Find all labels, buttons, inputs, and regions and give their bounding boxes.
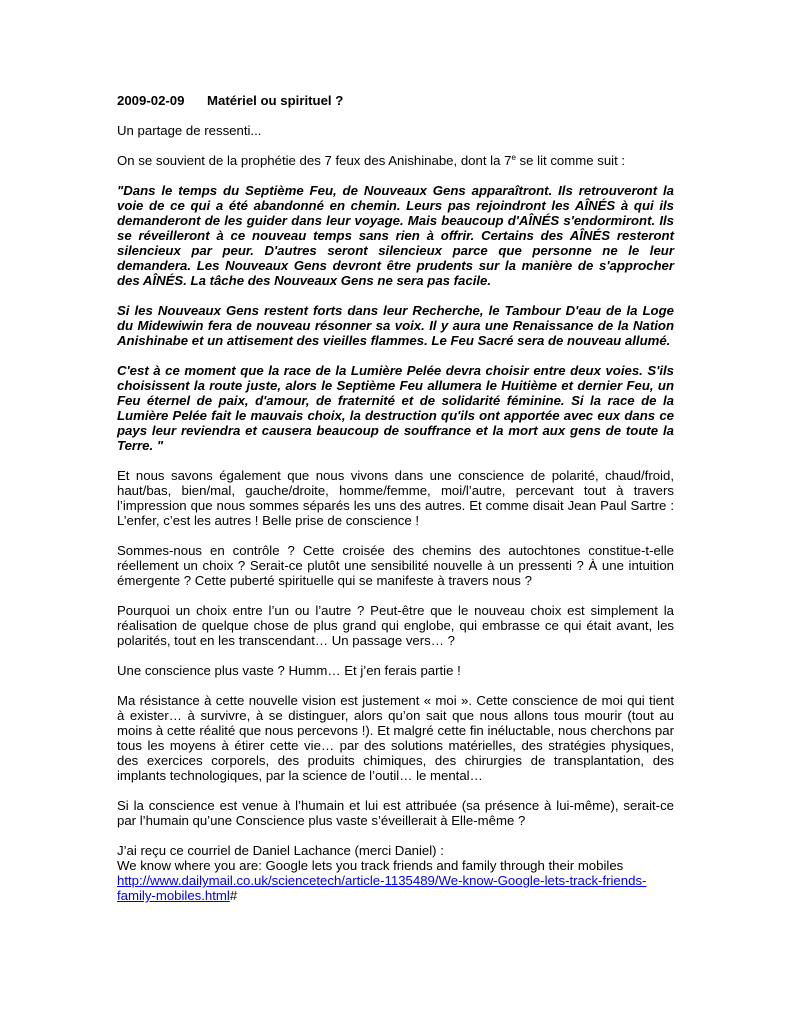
prophecy-quote-2: Si les Nouveaux Gens restent forts dans leur Recherche, le Tambour D'eau de la Loge du Midewiwin fera de nouveau résonner sa voix. Il y aura une Renaissance de la Nation Anishinabe et un attisement des vieilles flammes. Le Feu Sacré sera de nouveau allumé. — [117, 303, 674, 348]
intro-text: Un partage de ressenti... — [117, 123, 262, 138]
link-suffix: # — [229, 888, 238, 903]
document-page — [117, 93, 674, 903]
paragraph-human-consciousness: Si la conscience est venue à l’humain et lui est attribuée (sa présence à lui-même), serait-ce par l’humain qu’une Conscience plus vaste s’éveillerait à Elle-même ? — [117, 798, 674, 828]
article-link-line-1: http://www.dailymail.co.uk/sciencetech/article-1135489/We-know-Google-lets-track-friends- — [117, 873, 647, 888]
email-section — [117, 843, 674, 903]
paragraph-choice: Pourquoi un choix entre l’un ou l’autre ? Peut-être que le nouveau choix est simplement la réalisation de quelque chose de plus grand qui englobe, qui embrasse ce qui était avant, les polarités, tout en les transcendant… Un passage vers… ? — [117, 603, 674, 648]
article-link-block — [117, 873, 674, 903]
prophecy-quote-3: C'est à ce moment que la race de la Lumière Pelée devra choisir entre deux voies. S'ils choisissent la route juste, alors le Septième Feu allumera le Huitième et dernier Feu, un Feu éternel de paix, d'amour, de fraternité et de solidarité féminine. Si la race de la Lumière Pelée fait le mauvais choix, la destruction qu'ils ont apportée avec eux dans ce pays leur reviendra et causera beaucoup de souffrance et la mort aux gens de toute la Terre. " — [117, 363, 674, 453]
post-heading — [117, 93, 674, 108]
prophecy-intro-end: se lit comme suit : — [515, 153, 626, 168]
prophecy-quote-1: "Dans le temps du Septième Feu, de Nouveaux Gens apparaîtront. Ils retrouveront la voie de ce qui a été abandonné en chemin. Leurs pas rejoindront les AÎNÉS à qui ils demanderont de les guider dans leur voyage. Mais beaucoup d'AÎNÉS s'endormiront. Ils se réveilleront à ce nouveau temps sans rien à offrir. Certains des AÎNÉS resteront silencieux par peur. D'autres seront silencieux parce que personne ne le leur demandera. Les Nouveaux Gens devront être prudents sur la manière de s'approcher des AÎNÉS. La tâche des Nouveaux Gens ne sera pas facile. — [117, 183, 674, 288]
article-title: We know where you are: Google lets you track friends and family through their mobiles — [117, 858, 624, 873]
article-link-line-2: family-mobiles.html — [117, 888, 230, 903]
prophecy-intro-text: On se souvient de la prophétie des 7 feux des Anishinabe, dont la 7 — [117, 153, 512, 168]
paragraph-resistance: Ma résistance à cette nouvelle vision est justement « moi ». Cette conscience de moi qui tient à exister… à survivre, à se distinguer, alors qu’on sait que nous allons tous mourir (tout au moins à cette réalité que nous percevons !). Et malgré cette fin inéluctable, nous cherchons par tous les moyens à étirer cette vie… par des solutions matérielles, des stratégies physiques, des exercices corporels, des produits chimiques, des chirurgies de transplantation, des implants technologiques, par la science de l’outil… le mental… — [117, 693, 674, 783]
paragraph-control: Sommes-nous en contrôle ? Cette croisée des chemins des autochtones constitue-t-elle réellement un choix ? Serait-ce plutôt une sensibilité nouvelle à un pressenti ? À une intuition émergente ? Cette puberté spirituelle qui se manifeste à travers nous ? — [117, 543, 674, 588]
post-title: Matériel ou spirituel ? — [207, 93, 344, 108]
prophecy-intro — [117, 153, 674, 168]
post-date: 2009-02-09 — [117, 93, 185, 108]
email-line: J’ai reçu ce courriel de Daniel Lachance (merci Daniel) : — [117, 843, 444, 858]
paragraph-vaster-consciousness: Une conscience plus vaste ? Humm… Et j’en ferais partie ! — [117, 663, 461, 678]
paragraph-polarity: Et nous savons également que nous vivons dans une conscience de polarité, chaud/froid, haut/bas, bien/mal, gauche/droite, homme/femme, moi/l’autre, percevant tout à travers l’impression que nous sommes séparés les uns des autres. Et comme disait Jean Paul Sartre : L’enfer, c’est les autres ! Belle prise de conscience ! — [117, 468, 674, 528]
superscript: e — [511, 153, 516, 162]
article-link[interactable] — [117, 873, 646, 903]
